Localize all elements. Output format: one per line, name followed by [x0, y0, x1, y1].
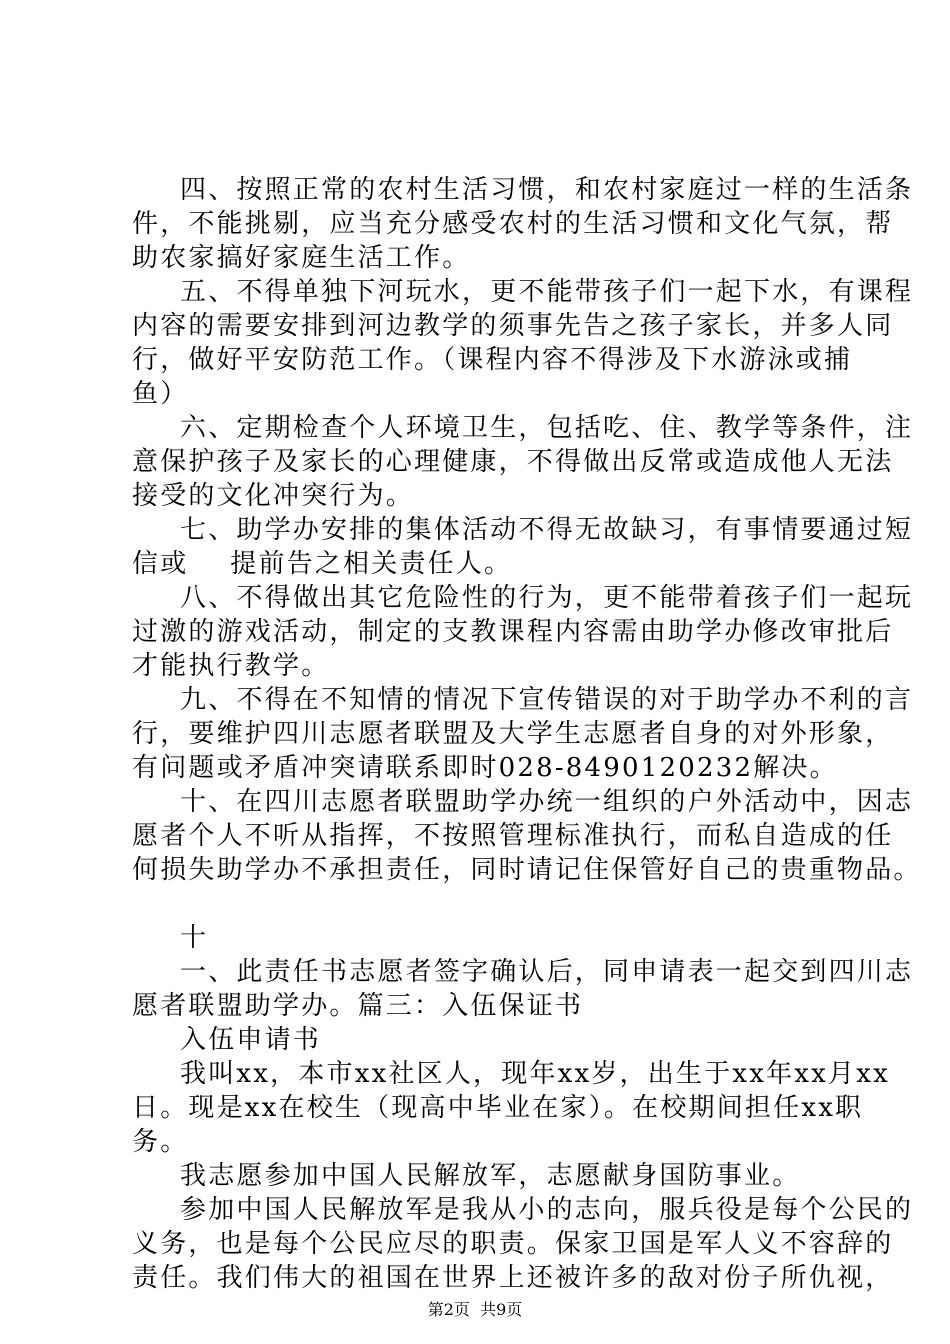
text-line: 有问题或矛盾冲突请联系即时028-8490120232解决。: [132, 753, 838, 783]
text-line: 意保护孩子及家长的心理健康，不得做出反常或造成他人无法: [132, 447, 894, 477]
text-line: 五、不得单独下河玩水，更不能带孩子们一起下水，有课程: [180, 277, 914, 307]
text-line: 行，做好平安防范工作。（课程内容不得涉及下水游泳或捕: [132, 345, 853, 375]
text-line: 行，要维护四川志愿者联盟及大学生志愿者自身的对外形象，: [132, 719, 894, 749]
text-line: 参加中国人民解放军是我从小的志向，服兵役是每个公民的: [180, 1195, 914, 1225]
text-line: 义务，也是每个公民应尽的职责。保家卫国是军人义不容辞的: [132, 1229, 894, 1259]
text-line: 四、按照正常的农村生活习惯，和农村家庭过一样的生活条: [180, 175, 914, 205]
text-line: 才能执行教学。: [132, 651, 330, 681]
text-line: 助农家搞好家庭生活工作。: [132, 243, 471, 273]
text-line: 内容的需要安排到河边教学的须事先告之孩子家长，并多人同: [132, 311, 894, 341]
text-line: 愿者个人不听从指挥，不按照管理标准执行，而私自造成的任: [132, 821, 894, 851]
text-line: 八、不得做出其它危险性的行为，更不能带着孩子们一起玩: [180, 583, 914, 613]
text-line: 六、定期检查个人环境卫生，包括吃、住、教学等条件，注: [180, 413, 914, 443]
text-line: 一、此责任书志愿者签字确认后，同申请表一起交到四川志: [180, 957, 914, 987]
text-line: 我叫xx，本市xx社区人，现年xx岁，出生于xx年xx月xx: [180, 1059, 890, 1089]
text-line: 十、在四川志愿者联盟助学办统一组织的户外活动中，因志: [180, 787, 914, 817]
text-line: 鱼）: [132, 379, 189, 409]
text-line: 愿者联盟助学办。篇三：入伍保证书: [132, 991, 584, 1021]
text-line: 十: [180, 923, 209, 953]
text-line: 件，不能挑剔，应当充分感受农村的生活习惯和文化气氛，帮: [132, 209, 894, 239]
text-line: 我志愿参加中国人民解放军，志愿献身国防事业。: [180, 1161, 801, 1191]
text-line: 七、助学办安排的集体活动不得无故缺习，有事情要通过短: [180, 515, 914, 545]
text-line: 入伍申请书: [180, 1025, 322, 1055]
text-line: 何损失助学办不承担责任，同时请记住保管好自己的贵重物品。: [132, 855, 922, 885]
text-line: 接受的文化冲突行为。: [132, 481, 415, 511]
text-line: 信或 提前告之相关责任人。: [132, 549, 513, 579]
text-line: 九、不得在不知情的情况下宣传错误的对于助学办不利的言: [180, 685, 914, 715]
text-line: 过激的游戏活动，制定的支教课程内容需由助学办修改审批后: [132, 617, 894, 647]
page-footer: 第2页 共9页: [427, 1300, 523, 1319]
text-line: 务。: [132, 1127, 189, 1157]
text-line: 日。现是xx在校生（现高中毕业在家）。在校期间担任xx职: [132, 1093, 864, 1123]
text-line: 责任。我们伟大的祖国在世界上还被许多的敌对份子所仇视，: [132, 1263, 894, 1293]
